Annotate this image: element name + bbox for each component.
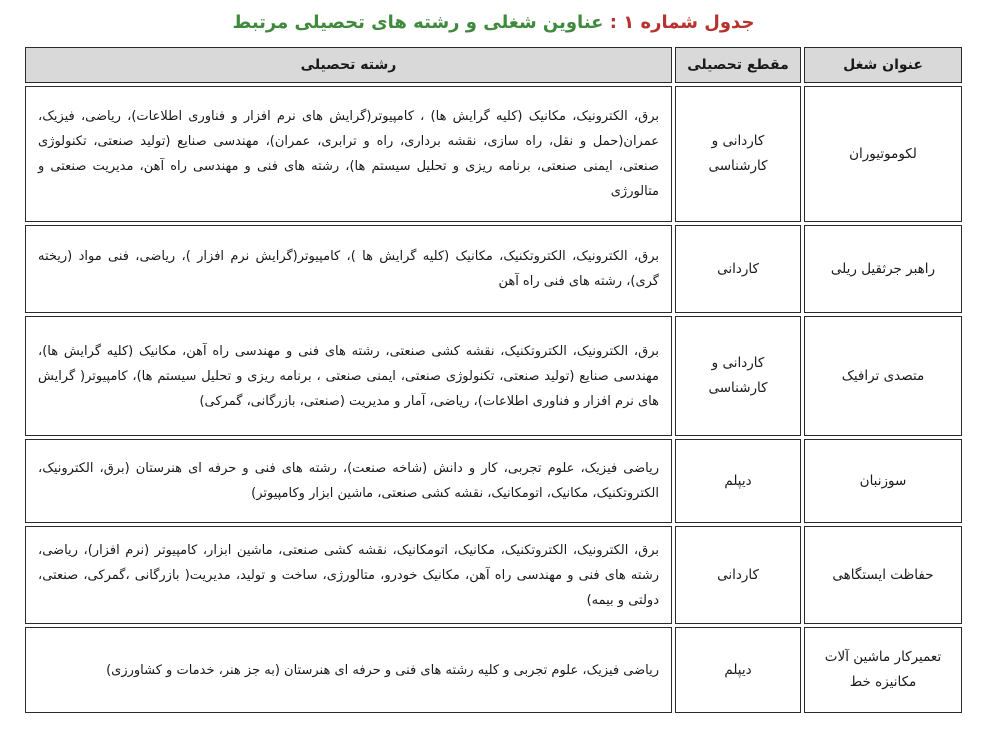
job-title-cell: تعمیرکار ماشین آلات مکانیزه خط: [804, 627, 962, 713]
job-title-cell: راهبر جرثقیل ریلی: [804, 225, 962, 313]
education-level-cell: کاردانی و کارشناسی: [675, 316, 801, 436]
table-row: [25, 526, 962, 624]
header-education-level: مقطع تحصیلی: [675, 47, 801, 83]
education-level-cell: دیپلم: [675, 627, 801, 713]
education-level-cell: دیپلم: [675, 439, 801, 523]
field-of-study-cell: برق، الکترونیک، الکتروتکنیک، نقشه کشی صنعتی، رشته های فنی و مهندسی راه آهن، مکانیک (کلیه گرایش ها)، مهندسی صنایع (تولید صنعتی، تکنولوژی صنعتی، ایمنی صنعتی ، برنامه ریزی و تحلیل سیستم ها)، کامپیوتر( گرایش های نرم افزار و فناوری اطلاعات)، ریاضی، آمار و مدیریت (صنعتی، بازرگانی، گمرکی): [25, 316, 672, 436]
job-title-cell: متصدی ترافیک: [804, 316, 962, 436]
education-level-cell: کاردانی: [675, 526, 801, 624]
caption-title: عناوین شغلی و رشته های تحصیلی مرتبط: [232, 12, 610, 33]
table-row: [25, 86, 962, 222]
table-caption: [22, 10, 965, 38]
table-row: [25, 225, 962, 313]
header-job-title: عنوان شغل: [804, 47, 962, 83]
table-row: [25, 439, 962, 523]
table-header-row: [25, 47, 962, 83]
caption-number: جدول شماره ۱ :: [609, 12, 755, 33]
field-of-study-cell: برق، الکترونیک، الکتروتکنیک، مکانیک، اتومکانیک، نقشه کشی صنعتی، ماشین ابزار، کامپیوتر (نرم افزار)، ریاضی، رشته های فنی و مهندسی راه آهن، مکانیک خودرو، متالورژی، ساخت و تولید، مدیریت( بازرگانی ،گمرکی، صنعتی، دولتی و بیمه): [25, 526, 672, 624]
field-of-study-cell: برق، الکترونیک، الکتروتکنیک، مکانیک (کلیه گرایش ها )، کامپیوتر(گرایش نرم افزار )، ریاضی، فنی مواد (ریخته گری)، رشته های فنی راه آهن: [25, 225, 672, 313]
table-row: [25, 627, 962, 713]
job-title-cell: سوزنبان: [804, 439, 962, 523]
field-of-study-cell: برق، الکترونیک، مکانیک (کلیه گرایش ها) ، کامپیوتر(گرایش های نرم افزار و فناوری اطلاعات)، ریاضی، فیزیک، عمران(حمل و نقل، راه سازی، نقشه برداری، راه و ترابری، عمران)، مهندسی صنایع (تولید صنعتی، تکنولوژی صنعتی، ایمنی صنعتی، برنامه ریزی و تحلیل سیستم ها)، رشته های فنی و مهندسی راه آهن، مدیریت صنعتی و متالورژی: [25, 86, 672, 222]
education-level-cell: کاردانی و کارشناسی: [675, 86, 801, 222]
job-fields-table: [22, 44, 965, 716]
field-of-study-cell: ریاضی فیزیک، علوم تجربی، کار و دانش (شاخه صنعت)، رشته های فنی و حرفه ای هنرستان (برق، الکترونیک، الکتروتکنیک، مکانیک، اتومکانیک، نقشه کشی صنعتی، ماشین ابزار وکامپیوتر): [25, 439, 672, 523]
job-title-cell: حفاظت ایستگاهی: [804, 526, 962, 624]
field-of-study-cell: ریاضی فیزیک، علوم تجربی و کلیه رشته های فنی و حرفه ای هنرستان (به جز هنر، خدمات و کشاورزی): [25, 627, 672, 713]
table-row: [25, 316, 962, 436]
education-level-cell: کاردانی: [675, 225, 801, 313]
job-title-cell: لکوموتیوران: [804, 86, 962, 222]
header-field-of-study: رشته تحصیلی: [25, 47, 672, 83]
